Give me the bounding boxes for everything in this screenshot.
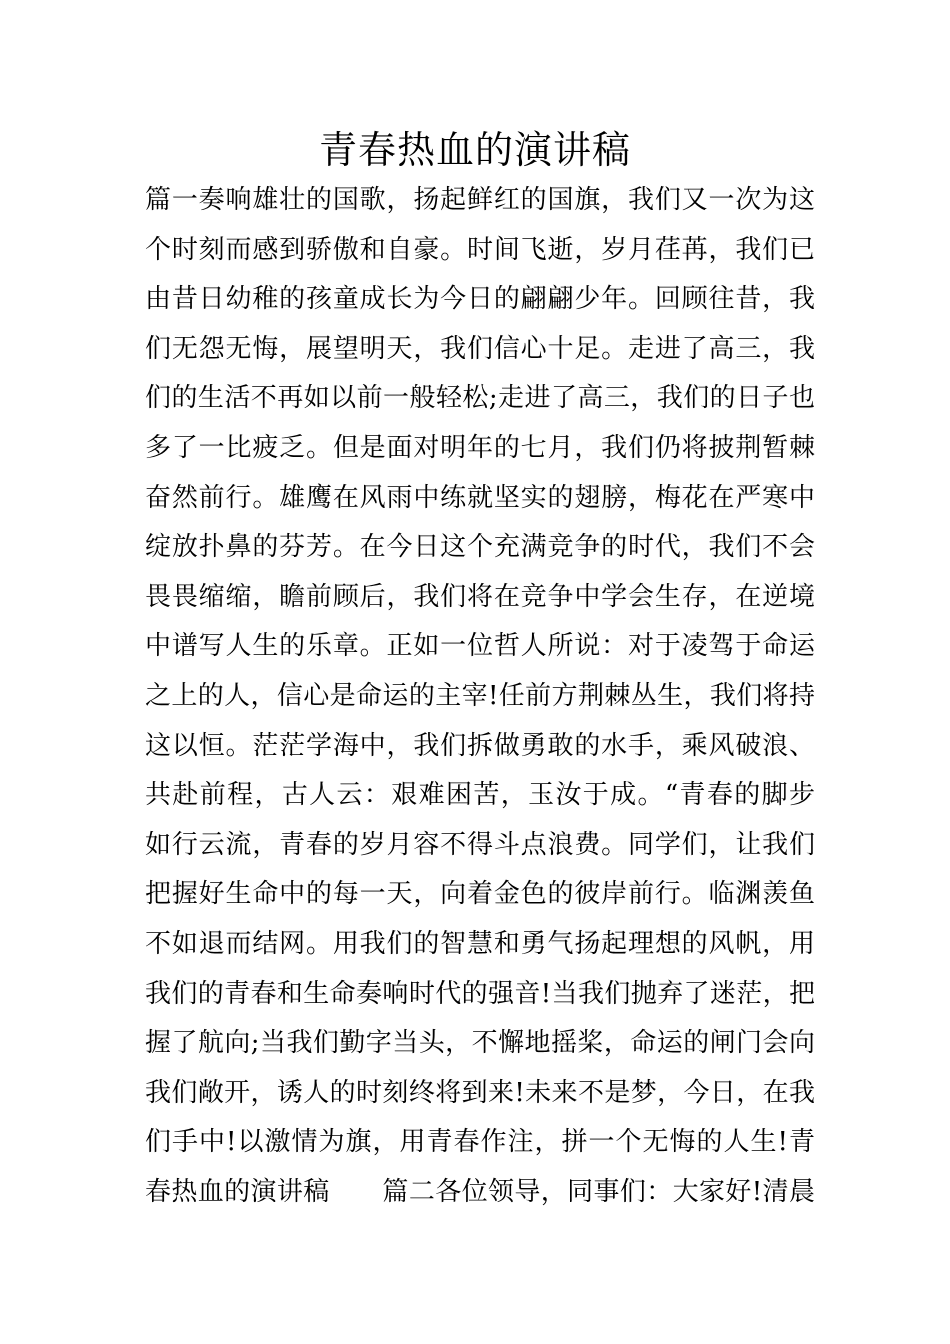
text-line: 春热血的演讲稿 篇二各位领导，同事们：大家好!清晨 (145, 1176, 815, 1207)
text-line: 们无怨无悔，展望明天，我们信心十足。走进了高三，我 (145, 333, 815, 364)
text-line: 把握好生命中的每一天，向着金色的彼岸前行。临渊羡鱼 (145, 879, 815, 910)
text-line: 多了一比疲乏。但是面对明年的七月，我们仍将披荆暂棘 (145, 432, 815, 463)
text-line: 这以恒。茫茫学海中，我们拆做勇敢的水手，乘风破浪、 (145, 730, 815, 761)
text-line: 个时刻而感到骄傲和自豪。时间飞逝，岁月荏苒，我们已 (145, 234, 815, 265)
text-line: 握了航向;当我们勤字当头，不懈地摇桨，命运的闸门会向 (145, 1028, 815, 1059)
text-line: 绽放扑鼻的芬芳。在今日这个充满竞争的时代，我们不会 (145, 532, 815, 563)
text-line: 们的生活不再如以前一般轻松;走进了高三，我们的日子也 (145, 383, 815, 414)
text-line: 我们的青春和生命奏响时代的强音!当我们抛弃了迷茫，把 (145, 978, 815, 1009)
text-line: 们手中!以激情为旗，用青春作注，拼一个无悔的人生!青 (145, 1127, 815, 1158)
text-line: 如行云流，青春的岁月容不得斗点浪费。同学们，让我们 (145, 829, 815, 860)
page-title: 青春热血的演讲稿 (318, 128, 631, 172)
body-text (145, 176, 815, 1217)
text-line: 畏畏缩缩，瞻前顾后，我们将在竞争中学会生存，在逆境 (145, 581, 815, 612)
text-line: 奋然前行。雄鹰在风雨中练就坚实的翅膀，梅花在严寒中 (145, 482, 815, 513)
text-line: 篇一奏响雄壮的国歌，扬起鲜红的国旗，我们又一次为这 (145, 185, 815, 215)
text-line: 我们敞开，诱人的时刻终将到来!未来不是梦，今日，在我 (145, 1077, 815, 1108)
text-line: 之上的人，信心是命运的主宰!任前方荆棘丛生，我们将持 (145, 680, 815, 711)
text-line: 共赴前程，古人云：艰难困苦，玉汝于成。“青春的脚步 (145, 780, 815, 811)
text-line: 中谱写人生的乐章。正如一位哲人所说：对于凌驾于命运 (145, 631, 815, 662)
text-line: 不如退而结网。用我们的智慧和勇气扬起理想的风帆，用 (145, 928, 815, 959)
text-line: 由昔日幼稚的孩童成长为今日的翩翩少年。回顾往昔，我 (145, 284, 815, 315)
